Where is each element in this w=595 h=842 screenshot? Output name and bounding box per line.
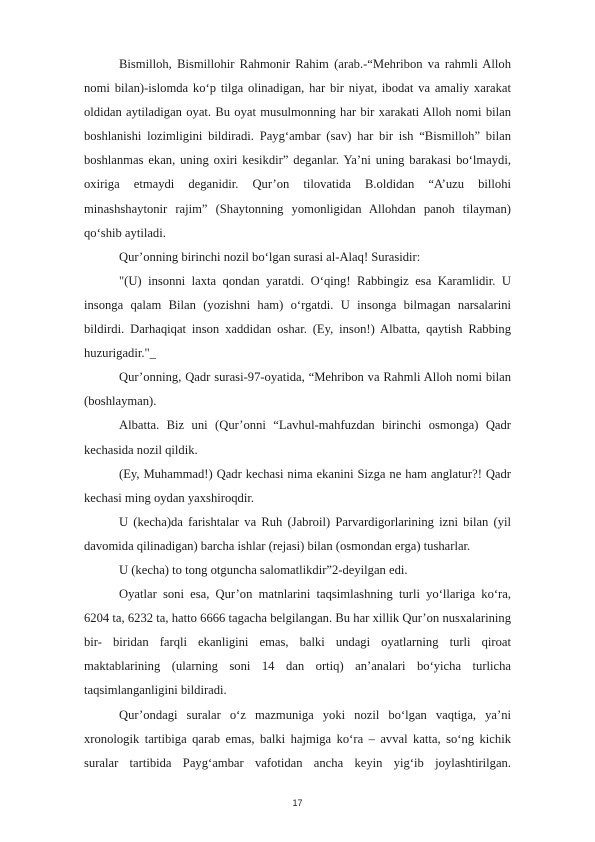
- paragraph-verse-count: Oyatlar soni esa, Qur’on matnlarini taqsimlashning turli yo‘llariga ko‘ra, 6204 ta, 6232 ta, hatto 6666 tagacha belgilangan. Bu har xillik Qur’on nusxalarining bir- biridan farqli ekanligini emas, balki undagi oyatlarning turli qiroat maktablarining (ularning soni 14 dan ortiq) an’analari bo‘yicha turlicha taqsimlanganligini bildiradi.: [84, 587, 511, 698]
- paragraph-bismilloh: Bismilloh, Bismillohir Rahmonir Rahim (arab.-“Mehribon va rahmli Alloh nomi bilan)-islomda ko‘p tilga olinadigan, har bir niyat, ibodat va amaliy xarakat oldidan aytiladigan oyat. Bu oyat musulmonning har bir xarakati Alloh nomi bilan boshlanishi lozimligini bildiradi. Payg‘ambar (sav) har bir ish “Bismilloh” bilan boshlanmas ekan, uning oxiri kesikdir” deganlar. Ya’ni uning barakasi bo‘lmaydi, oxiriga etmaydi deganidir. Qur’on tilovatida B.oldidan “A’uzu billohi minashshaytonir rajim” (Shaytonning yomonligidan Allohdan panoh tilayman) qo‘shib aytiladi.: [84, 57, 511, 240]
- paragraph-qadr-verse-4: U (kecha) to tong otguncha salomatlikdir”2-deyilgan edi.: [119, 562, 408, 577]
- paragraph-sura-order: Qur’ondagi suralar o‘z mazmuniga yoki nozil bo‘lgan vaqtiga, ya’ni xronologik tartibiga qarab emas, balki hajmiga ko‘ra – avval katta, so‘ng kichik suralar tartibida Payg‘ambar vafotidan ancha keyin yig‘ib joylashtirilgan.: [84, 707, 511, 770]
- paragraph-qadr-intro: Qur’onning, Qadr surasi-97-oyatida, “Mehribon va Rahmli Alloh nomi bilan (boshlayman).: [84, 370, 511, 409]
- paragraph-qadr-verse-3: U (kecha)da farishtalar va Ruh (Jabroil) Parvardigorlarining izni bilan (yil davomida qilinadigan) barcha ishlar (rejasi) bilan (osmondan erga) tusharlar.: [84, 514, 511, 553]
- paragraph-alaq-intro: Qur’onning birinchi nozil bo‘lgan surasi al-Alaq! Surasidir:: [119, 249, 421, 264]
- page-number: 17: [292, 798, 303, 808]
- paragraph-qadr-verse-1: Albatta. Biz uni (Qur’onni “Lavhul-mahfuzdan birinchi osmonga) Qadr kechasida nozil qildik.: [84, 418, 511, 457]
- document-body: [84, 52, 511, 775]
- paragraph-alaq-quote: "(U) insonni laxta qondan yaratdi. O‘qing! Rabbingiz esa Karamlidir. U insonga qalam Bilan (yozishni ham) o‘rgatdi. U insonga bilmagan narsalarini bildirdi. Darhaqiqat inson xaddidan oshar. (Ey, inson!) Albatta, qaytish Rabbing huzurigadir."_: [84, 273, 511, 361]
- paragraph-qadr-verse-2: (Ey, Muhammad!) Qadr kechasi nima ekanini Sizga ne ham anglatur?! Qadr kechasi ming oydan yaxshiroqdir.: [84, 466, 511, 505]
